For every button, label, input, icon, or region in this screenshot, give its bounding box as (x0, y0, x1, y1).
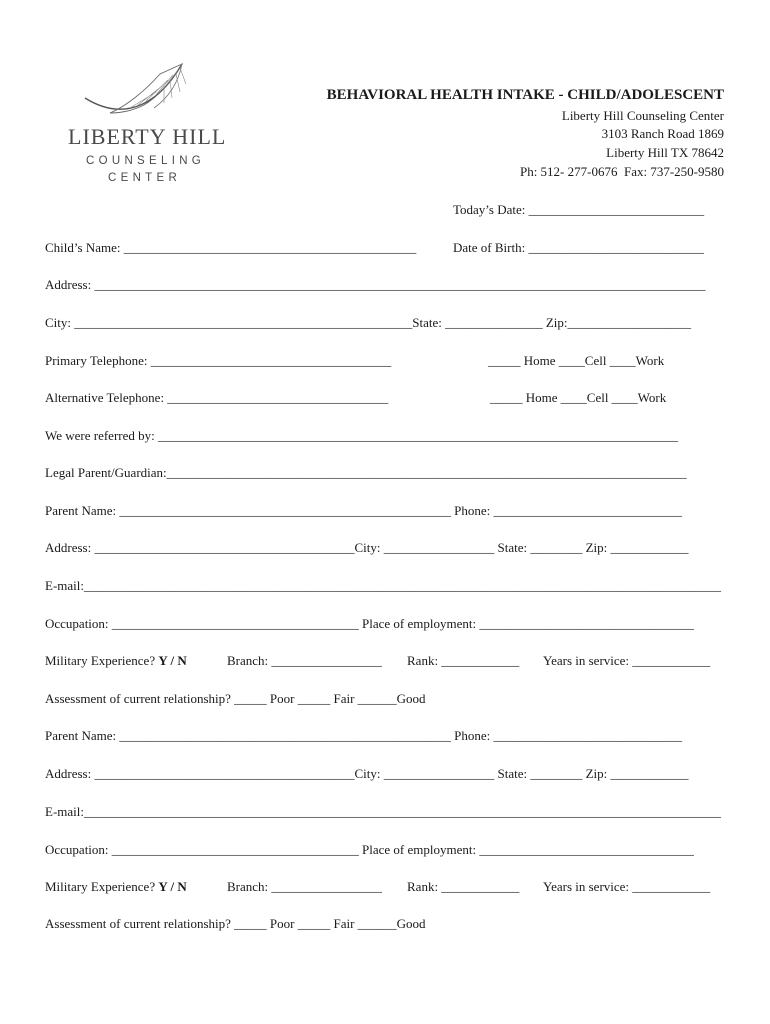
todays-date-field[interactable]: Today’s Date: ___________________________ (453, 202, 705, 217)
military-label: Military Experience? (45, 879, 159, 894)
form-title: BEHAVIORAL HEALTH INTAKE - CHILD/ADOLESCENT (326, 87, 724, 103)
childs-name-field[interactable]: Child’s Name: _____________________________________________ (45, 240, 417, 255)
military-yn[interactable]: Y / N (158, 879, 187, 894)
primary-telephone-field[interactable]: Primary Telephone: _____________________________________ (45, 353, 392, 368)
legal-guardian-field[interactable]: Legal Parent/Guardian:________________________________________________________________________________ (45, 465, 687, 480)
branch-field[interactable]: Branch: _________________ (227, 653, 382, 668)
date-of-birth-field[interactable]: Date of Birth: ___________________________ (453, 240, 704, 255)
parent-occupation-field[interactable]: Occupation: ______________________________________ Place of employment: _________________________________ (45, 616, 694, 631)
referred-by-field[interactable]: We were referred by: ________________________________________________________________________________ (45, 428, 678, 443)
alternative-telephone-field[interactable]: Alternative Telephone: __________________________________ (45, 390, 389, 405)
logo-text-counseling: COUNSELING (86, 155, 206, 167)
primary-phone-type[interactable]: _____ Home ____Cell ____Work (488, 353, 665, 368)
address-field[interactable]: Address: ______________________________________________________________________________________________ (45, 277, 706, 292)
years-in-service-field[interactable]: Years in service: ____________ (543, 653, 711, 668)
parent-name-field[interactable]: Parent Name: ___________________________________________________ Phone: _____________________________ (45, 503, 682, 518)
relationship-assessment-field[interactable]: Assessment of current relationship? _____ Poor _____ Fair ______Good (45, 916, 426, 931)
parent-name-field[interactable]: Parent Name: ___________________________________________________ Phone: _____________________________ (45, 728, 682, 743)
military-yn[interactable]: Y / N (158, 653, 187, 668)
alternative-phone-type[interactable]: _____ Home ____Cell ____Work (490, 390, 667, 405)
feather-icon (60, 58, 230, 188)
org-name: Liberty Hill Counseling Center (561, 108, 724, 123)
parent-address-field[interactable]: Address: ________________________________________City: _________________ State: ________ Zip: ____________ (45, 766, 689, 781)
years-in-service-field[interactable]: Years in service: ____________ (543, 879, 711, 894)
relationship-assessment-field[interactable]: Assessment of current relationship? _____ Poor _____ Fair ______Good (45, 691, 426, 706)
logo-text-liberty-hill: LIBERTY HILL (68, 124, 227, 149)
parent-email-field[interactable]: E-mail:__________________________________________________________________________________________________ (45, 578, 721, 593)
org-street: 3103 Ranch Road 1869 (601, 126, 724, 141)
military-experience-field[interactable] (45, 879, 187, 895)
military-label: Military Experience? (45, 653, 159, 668)
logo-text-center: CENTER (108, 172, 182, 184)
org-city: Liberty Hill TX 78642 (606, 145, 724, 160)
parent-occupation-field[interactable]: Occupation: ______________________________________ Place of employment: _________________________________ (45, 842, 694, 857)
rank-field[interactable]: Rank: ____________ (407, 653, 520, 668)
military-experience-field[interactable] (45, 653, 187, 669)
branch-field[interactable]: Branch: _________________ (227, 879, 382, 894)
parent-email-field[interactable]: E-mail:__________________________________________________________________________________________________ (45, 804, 721, 819)
rank-field[interactable]: Rank: ____________ (407, 879, 520, 894)
org-phone-fax: Ph: 512- 277-0676 Fax: 737-250-9580 (519, 164, 724, 179)
city-state-zip-field[interactable]: City: ____________________________________________________State: _______________ Zip:___________________ (45, 315, 692, 330)
parent-address-field[interactable]: Address: ________________________________________City: _________________ State: ________ Zip: ____________ (45, 540, 689, 555)
